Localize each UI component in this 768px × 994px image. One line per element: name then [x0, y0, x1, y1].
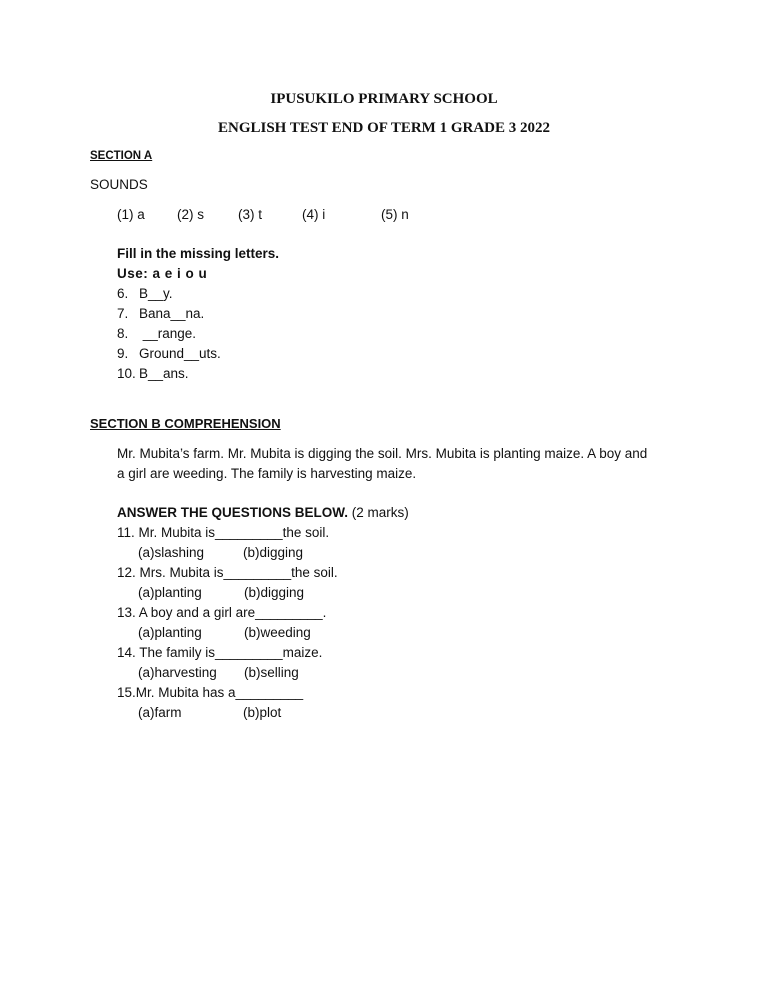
item-number: 7. [117, 306, 129, 321]
test-title: ENGLISH TEST END OF TERM 1 GRADE 3 2022 [217, 120, 550, 136]
sound-item: (3) t [238, 207, 263, 222]
list-item [117, 286, 173, 301]
passage-line: a girl are weeding. The family is harvesting maize. [117, 466, 417, 481]
question-text: 15.Mr. Mubita has a_________ [117, 685, 304, 700]
option-a: (a)farm [138, 705, 182, 720]
option-b: (b)digging [244, 585, 305, 600]
list-item [117, 326, 196, 341]
question-text: 13. A boy and a girl are_________. [117, 605, 327, 620]
section-a-heading: SECTION A [90, 150, 153, 162]
sounds-heading: SOUNDS [90, 177, 148, 192]
question-text: 12. Mrs. Mubita is_________the soil. [117, 565, 338, 580]
item-text: Ground__uts. [139, 346, 221, 361]
list-item [117, 306, 204, 321]
sound-item: (2) s [177, 207, 204, 222]
option-a: (a)slashing [138, 545, 205, 560]
option-a: (a)planting [138, 585, 202, 600]
questions-heading-text: ANSWER THE QUESTIONS BELOW. [117, 505, 349, 520]
list-item [117, 346, 221, 361]
school-name: IPUSUKILO PRIMARY SCHOOL [270, 91, 498, 107]
sound-item: (5) n [381, 207, 409, 222]
item-number: 8. [117, 326, 129, 341]
option-b: (b)weeding [244, 625, 311, 640]
fill-instruction: Fill in the missing letters. [117, 246, 280, 261]
option-b: (b)selling [244, 665, 299, 680]
item-number: 6. [117, 286, 129, 301]
questions-marks: (2 marks) [348, 505, 409, 520]
item-text: B__ans. [139, 366, 189, 381]
questions-heading [117, 505, 409, 520]
option-b: (b)digging [243, 545, 304, 560]
option-a: (a)planting [138, 625, 202, 640]
item-number: 9. [117, 346, 129, 361]
option-b: (b)plot [243, 705, 282, 720]
sound-item: (4) i [302, 207, 326, 222]
item-text: __range. [139, 326, 197, 341]
list-item [117, 366, 189, 381]
item-number: 10. [117, 366, 136, 381]
question-text: 11. Mr. Mubita is_________the soil. [117, 525, 330, 540]
section-b-heading: SECTION B COMPREHENSION [90, 416, 281, 431]
item-text: B__y. [139, 286, 173, 301]
sounds-list [0, 207, 768, 227]
use-letters: Use: a e i o u [117, 266, 208, 281]
option-a: (a)harvesting [138, 665, 217, 680]
item-text: Bana__na. [139, 306, 205, 321]
passage-line: Mr. Mubita’s farm. Mr. Mubita is digging the soil. Mrs. Mubita is planting maize. A boy and [117, 446, 648, 461]
question-text: 14. The family is_________maize. [117, 645, 323, 660]
sound-item: (1) a [117, 207, 145, 222]
